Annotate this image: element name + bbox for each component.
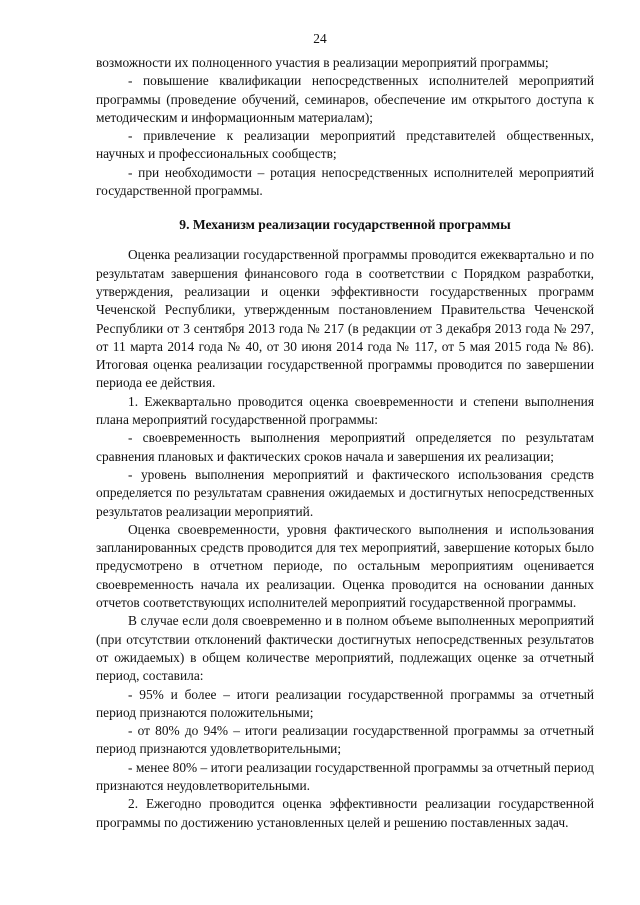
list-item-satisfactory: - от 80% до 94% – итоги реализации государственной программы за отчетный период признаются удовлетворительными;: [96, 723, 594, 757]
list-item-rotation: - при необходимости – ротация непосредственных исполнителей мероприятий государственной программы.: [96, 164, 594, 199]
list-item-qualification: - повышение квалификации непосредственных исполнителей мероприятий программы (проведение обучений, семинаров, обеспечение им открытого доступа к методическим и информационным материалам);: [96, 73, 594, 125]
page-number: 24: [313, 31, 327, 46]
paragraph-continuation: возможности их полноценного участия в реализации мероприятий программы;: [96, 55, 549, 70]
list-item-positive: - 95% и более – итоги реализации государственной программы за отчетный период признаются положительными;: [96, 686, 594, 720]
list-item-involvement: - привлечение к реализации мероприятий представителей общественных, научных и профессиональных сообществ;: [96, 128, 594, 162]
paragraph-annual-evaluation: 2. Ежегодно проводится оценка эффективности реализации государственной программы по достижению установленных целей и решению поставленных задач.: [96, 796, 594, 830]
list-item-timeliness: - своевременность выполнения мероприятий определяется по результатам сравнения плановых и фактических сроков начала и завершения их реализации;: [96, 430, 594, 464]
list-item-unsatisfactory: - менее 80% – итоги реализации государственной программы за отчетный период признаются неудовлетворительными.: [96, 759, 594, 793]
paragraph-evaluation-order: Оценка реализации государственной программы проводится ежеквартально и по результатам завершения финансового года в соответствии с Порядком разработки, утверждения, реализации и оценки эффективности государственных программ Чеченской Республики, утвержденным постановлением Правительства Чеченской Республики от 3 сентября 2013 года № 217 (в редакции от 3 декабря 2013 года № 297, от 11 марта 2014 года № 40, от 30 июня 2014 года № 117, от 5 мая 2015 года № 86). Итоговая оценка реализации государственной программы проводится по завершении периода ее действия.: [96, 247, 594, 391]
section-heading: 9. Механизм реализации государственной программы: [179, 217, 511, 233]
paragraph-share-condition: В случае если доля своевременно и в полном объеме выполненных мероприятий (при отсутствии отклонений фактически достигнутых непосредственных результатов от ожидаемых) в общем количестве мероприятий, подлежащих оценке за отчетный период, составила:: [96, 613, 594, 684]
paragraph-quarterly-evaluation: 1. Ежеквартально проводится оценка своевременности и степени выполнения плана мероприятий государственной программы:: [96, 393, 594, 428]
paragraph-evaluation-scope: Оценка своевременности, уровня фактического выполнения и использования запланированных средств проводится для тех мероприятий, завершение которых было предусмотрено в отчетном периоде, по остальным мероприятиям оценивается своевременность начала их реализации. Оценка проводится на основании данных отчетов соответствующих исполнителей мероприятий государственной программы.: [96, 521, 594, 611]
document-body: [96, 54, 594, 832]
list-item-execution-level: - уровень выполнения мероприятий и фактического использования средств определяется по результатам сравнения ожидаемых и достигнутых непосредственных результатов реализации мероприятий.: [96, 466, 594, 519]
